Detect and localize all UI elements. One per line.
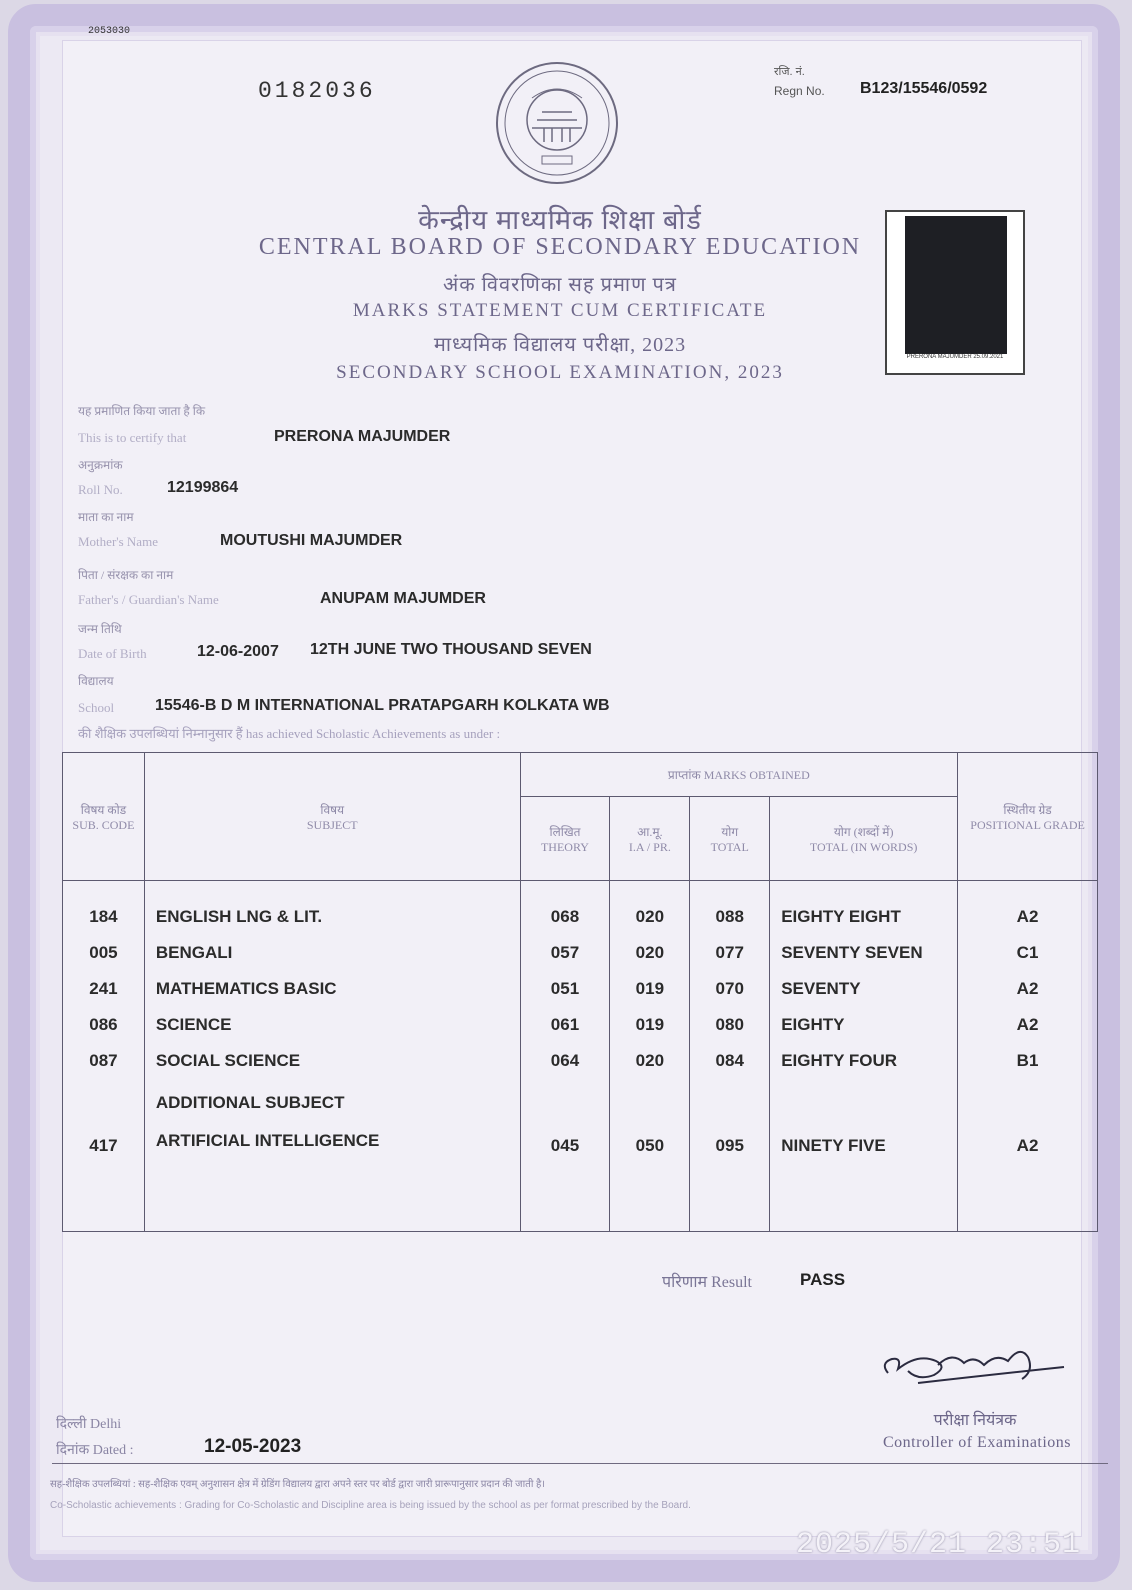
row-total: 095 (715, 1136, 744, 1155)
achievement-line: की शैक्षिक उपलब्धियां निम्नानुसार हैं has achieved Scholastic Achievements as under : (78, 726, 501, 741)
header-marks-obtained (520, 753, 958, 797)
row-ia: 020 (635, 943, 665, 962)
col-subject (144, 881, 520, 1232)
marks-table (62, 752, 1098, 1232)
school-label-hindi: विद्यालय (78, 674, 114, 688)
dob-label-hindi: जन्म तिथि (78, 622, 122, 636)
row-total: 084 (715, 1051, 744, 1070)
header-theory (520, 797, 610, 881)
row-grade: B1 (1016, 1051, 1039, 1070)
board-name-hindi: केन्द्रीय माध्यमिक शिक्षा बोर्ड (418, 205, 702, 235)
header-subject-label: SUBJECT (306, 817, 358, 832)
col-total (690, 881, 770, 1232)
row-ia: 020 (635, 1051, 665, 1070)
place-label (56, 1414, 121, 1433)
father-label-hindi: पिता / संरक्षक का नाम (78, 568, 174, 582)
place-hindi: दिल्ली (56, 1417, 87, 1432)
row-code: 241 (89, 979, 118, 998)
footer-divider (52, 1463, 1108, 1464)
col-code (63, 881, 145, 1232)
header-grade-hindi: स्थितीय ग्रेड (1003, 802, 1052, 817)
photo-caption: PRERONA MAJUMDER 25.09.2021 (906, 354, 1004, 360)
row-total-words: EIGHTY (781, 1015, 845, 1034)
roll-label-hindi: अनुक्रमांक (78, 458, 123, 472)
student-photo (885, 210, 1025, 375)
header-total-label: TOTAL (710, 839, 749, 854)
header-grade-label: POSITIONAL GRADE (970, 817, 1085, 832)
row-code: 184 (89, 907, 118, 926)
header-theory-label: THEORY (540, 839, 589, 854)
row-ia: 019 (635, 1015, 665, 1034)
dated-hindi: दिनांक (56, 1443, 90, 1458)
photo-timestamp: 2025/5/21 23:51 (796, 1528, 1082, 1562)
dated-label (56, 1440, 134, 1459)
regn-label: Regn No. (774, 84, 825, 98)
row-theory: 057 (550, 943, 580, 962)
header-ia-hindi: आ.मू. (637, 824, 663, 839)
row-theory: 064 (550, 1051, 580, 1070)
board-name: CENTRAL BOARD OF SECONDARY EDUCATION (258, 234, 862, 260)
row-subject: MATHEMATICS BASIC (155, 979, 337, 998)
row-subject: ENGLISH LNG & LIT. (155, 907, 323, 926)
row-grade: A2 (1016, 907, 1039, 926)
row-total: 077 (715, 943, 744, 962)
issue-date: 12-05-2023 (204, 1436, 302, 1457)
col-grade (958, 881, 1098, 1232)
header-code-label: SUB. CODE (72, 817, 135, 832)
serial-number: 0182036 (258, 78, 376, 104)
father-label: Father's / Guardian's Name (78, 592, 219, 607)
regn-label-hi: रजि. नं. (774, 66, 805, 78)
name-label: This is to certify that (78, 430, 187, 445)
header-total (690, 797, 770, 881)
header-positional-grade (958, 753, 1098, 881)
roll-label: Roll No. (78, 482, 123, 497)
row-total-words: NINETY FIVE (781, 1136, 886, 1155)
row-subject: SOCIAL SCIENCE (155, 1051, 301, 1070)
header-marks-hindi: प्राप्तांक (667, 768, 701, 782)
roll-number: 12199864 (167, 479, 239, 496)
row-ia: 020 (635, 907, 665, 926)
exam-title: SECONDARY SCHOOL EXAMINATION, 2023 (336, 362, 784, 383)
row-subject: SCIENCE (155, 1015, 232, 1034)
certificate-title-hindi: अंक विवरणिका सह प्रमाण पत्र (443, 274, 677, 296)
exam-title-hindi: माध्यमिक विद्यालय परीक्षा, 2023 (433, 334, 687, 356)
signature-title-hindi: परीक्षा नियंत्रक (933, 1412, 1017, 1429)
signature-title: Controller of Examinations (882, 1434, 1072, 1451)
row-grade: A2 (1016, 1015, 1039, 1034)
row-theory: 068 (550, 907, 580, 926)
certificate-title: MARKS STATEMENT CUM CERTIFICATE (352, 300, 768, 321)
header-sub-code (63, 753, 145, 881)
header-ia-label: I.A / PR. (628, 839, 671, 854)
row-grade: A2 (1016, 1136, 1039, 1155)
row-code: 086 (89, 1015, 118, 1034)
row-total-words: SEVENTY SEVEN (781, 943, 923, 962)
school-label: School (78, 700, 115, 715)
row-subject: BENGALI (155, 943, 233, 962)
row-grade: A2 (1016, 979, 1039, 998)
header-words-label: TOTAL (IN WORDS) (809, 839, 918, 854)
dob-label: Date of Birth (78, 646, 147, 661)
cbse-seal-icon (492, 58, 622, 188)
regn-number: B123/15546/0592 (860, 80, 988, 97)
school-name: 15546-B D M INTERNATIONAL PRATAPGARH KOLKATA WB (155, 697, 610, 714)
header-total-words (770, 797, 958, 881)
result-value: PASS (800, 1270, 846, 1289)
row-total-words: SEVENTY (781, 979, 861, 998)
row-code: 087 (89, 1051, 118, 1070)
row-code: 005 (89, 943, 118, 962)
row-total-words: EIGHTY EIGHT (781, 907, 901, 926)
footer-note: Co-Scholastic achievements : Grading for Co-Scholastic and Discipline area is being issued by the school as per format prescribed by the Board. (50, 1500, 691, 1511)
dated-en: Dated : (92, 1443, 134, 1458)
row-theory: 051 (550, 979, 580, 998)
header-marks-label: MARKS OBTAINED (703, 768, 810, 782)
top-code: 2053030 (88, 26, 131, 37)
result-label (662, 1270, 752, 1292)
mother-label-hindi: माता का नाम (78, 510, 134, 524)
header-subject-hindi: विषय (320, 802, 345, 817)
footer-note-hindi: सह-शैक्षिक उपलब्धियां : सह-शैक्षिक एवम् अनुशासन क्षेत्र में ग्रेडिंग विद्यालय द्वारा अपने स्तर पर बोर्ड द्वारा जारी प्रारूपानुसार प्रदान की जाती है। (50, 1479, 546, 1490)
intro-hindi: यह प्रमाणित किया जाता है कि (78, 404, 206, 418)
student-name: PRERONA MAJUMDER (274, 428, 451, 445)
header-ia (610, 797, 690, 881)
header-total-hindi: योग (721, 824, 739, 839)
result-label-en: Result (711, 1274, 752, 1291)
mother-label: Mother's Name (78, 534, 158, 549)
row-total-words: EIGHTY FOUR (781, 1051, 898, 1070)
header-theory-hindi: लिखित (549, 824, 581, 839)
controller-signature (878, 1335, 1078, 1415)
row-theory: 061 (550, 1015, 580, 1034)
col-theory (520, 881, 610, 1232)
date-of-birth: 12-06-2007 (197, 643, 279, 660)
header-subject (144, 753, 520, 881)
father-name: ANUPAM MAJUMDER (320, 590, 486, 607)
row-total: 080 (715, 1015, 744, 1034)
row-theory: 045 (550, 1136, 580, 1155)
photo-image (905, 216, 1007, 354)
date-of-birth-words: 12TH JUNE TWO THOUSAND SEVEN (310, 641, 592, 658)
row-ia: 019 (635, 979, 665, 998)
header-code-hindi: विषय कोड (80, 802, 127, 817)
place-en: Delhi (90, 1417, 122, 1432)
additional-subject-label: ADDITIONAL SUBJECT (155, 1093, 345, 1112)
mother-name: MOUTUSHI MAJUMDER (220, 532, 403, 549)
row-subject: ARTIFICIAL INTELLIGENCE (155, 1131, 380, 1150)
row-grade: C1 (1016, 943, 1039, 962)
row-total: 070 (715, 979, 744, 998)
row-total: 088 (715, 907, 744, 926)
row-code: 417 (89, 1136, 118, 1155)
row-ia: 050 (635, 1136, 665, 1155)
col-ia (610, 881, 690, 1232)
result-label-hindi: परिणाम (662, 1274, 708, 1291)
col-total-words (770, 881, 958, 1232)
header-words-hindi: योग (शब्दों में) (833, 824, 894, 839)
